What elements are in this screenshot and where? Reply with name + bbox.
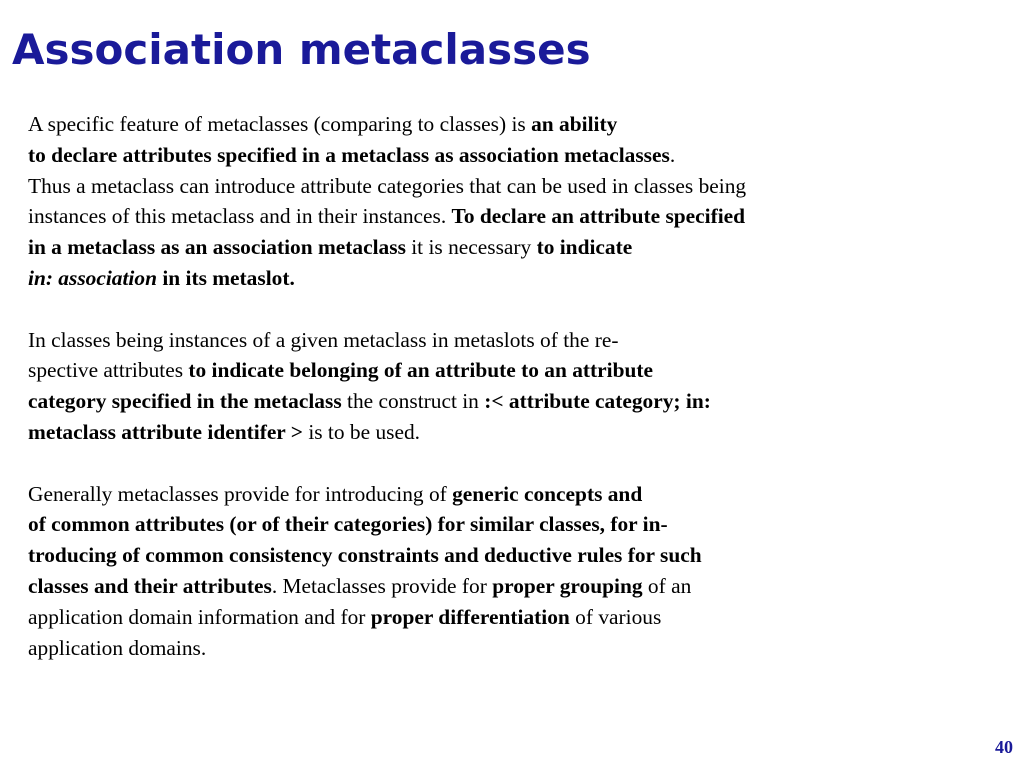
emphasized-text-run: category specified in the metaclass	[28, 389, 342, 414]
text-run: In classes being instances of a given metaclass in metaslots of the re-	[28, 327, 619, 352]
text-run: of an	[642, 573, 692, 598]
text-line	[28, 232, 1008, 263]
paragraph-gap	[28, 294, 1008, 325]
emphasized-text-run: in: association	[28, 265, 157, 290]
text-run: Generally metaclasses provide for introducing of	[28, 481, 453, 506]
text-line	[28, 509, 1008, 540]
emphasized-text-run: to indicate	[536, 235, 633, 260]
text-run: application domains.	[28, 635, 207, 660]
emphasized-text-run: :< attribute category; in:	[484, 389, 711, 414]
text-run: .	[669, 142, 676, 167]
paragraph-1	[28, 109, 1008, 294]
emphasized-text-run: to declare attributes specified in a metaclass as association metaclasses	[28, 142, 670, 167]
emphasized-text-run: generic concepts and	[452, 481, 643, 506]
emphasized-text-run: in its metaslot.	[156, 265, 295, 290]
emphasized-text-run: classes and their attributes	[28, 573, 272, 598]
emphasized-text-run: an ability	[531, 112, 618, 136]
text-line	[28, 602, 1008, 633]
emphasized-text-run: of common attributes (or of their categories) for similar classes, for in-	[28, 512, 668, 537]
text-line	[28, 479, 1008, 510]
text-line	[28, 171, 1008, 202]
slide-title: Association metaclasses	[12, 25, 591, 74]
text-run: spective attributes	[28, 358, 189, 383]
text-run: A specific feature of metaclasses (comparing to classes) is	[28, 112, 532, 136]
text-line	[28, 571, 1008, 602]
text-line	[28, 263, 1008, 294]
emphasized-text-run: troducing of common consistency constraints and deductive rules for such	[28, 543, 702, 568]
emphasized-text-run: proper differentiation	[370, 604, 570, 629]
text-line	[28, 325, 1008, 356]
text-run: application domain information and for	[28, 604, 371, 629]
emphasized-text-run: proper grouping	[492, 573, 643, 598]
paragraph-3	[28, 479, 1008, 664]
text-run: of various	[569, 604, 662, 629]
text-run: . Metaclasses provide for	[271, 573, 493, 598]
paragraph-gap	[28, 448, 1008, 479]
emphasized-text-run: metaclass attribute identifer >	[28, 419, 303, 444]
text-line	[28, 140, 1008, 171]
text-line	[28, 201, 1008, 232]
text-run: the construct in	[341, 389, 485, 414]
text-line	[28, 386, 1008, 417]
text-run: Thus a metaclass can introduce attribute categories that can be used in classes being	[28, 173, 747, 198]
text-line	[28, 633, 1008, 664]
text-line	[28, 417, 1008, 448]
emphasized-text-run: to indicate belonging of an attribute to an attribute	[188, 358, 654, 383]
text-run: instances of this metaclass and in their instances.	[28, 204, 452, 229]
text-run: is to be used.	[302, 419, 421, 444]
text-line	[28, 540, 1008, 571]
page-number: 40	[995, 737, 1013, 757]
emphasized-text-run: To declare an attribute specified	[451, 204, 746, 229]
text-line	[28, 109, 1008, 140]
slide-body	[28, 109, 1008, 663]
text-line	[28, 355, 1008, 386]
paragraph-2	[28, 325, 1008, 448]
text-run: it is necessary	[405, 235, 537, 260]
emphasized-text-run: in a metaclass as an association metaclass	[28, 235, 406, 260]
